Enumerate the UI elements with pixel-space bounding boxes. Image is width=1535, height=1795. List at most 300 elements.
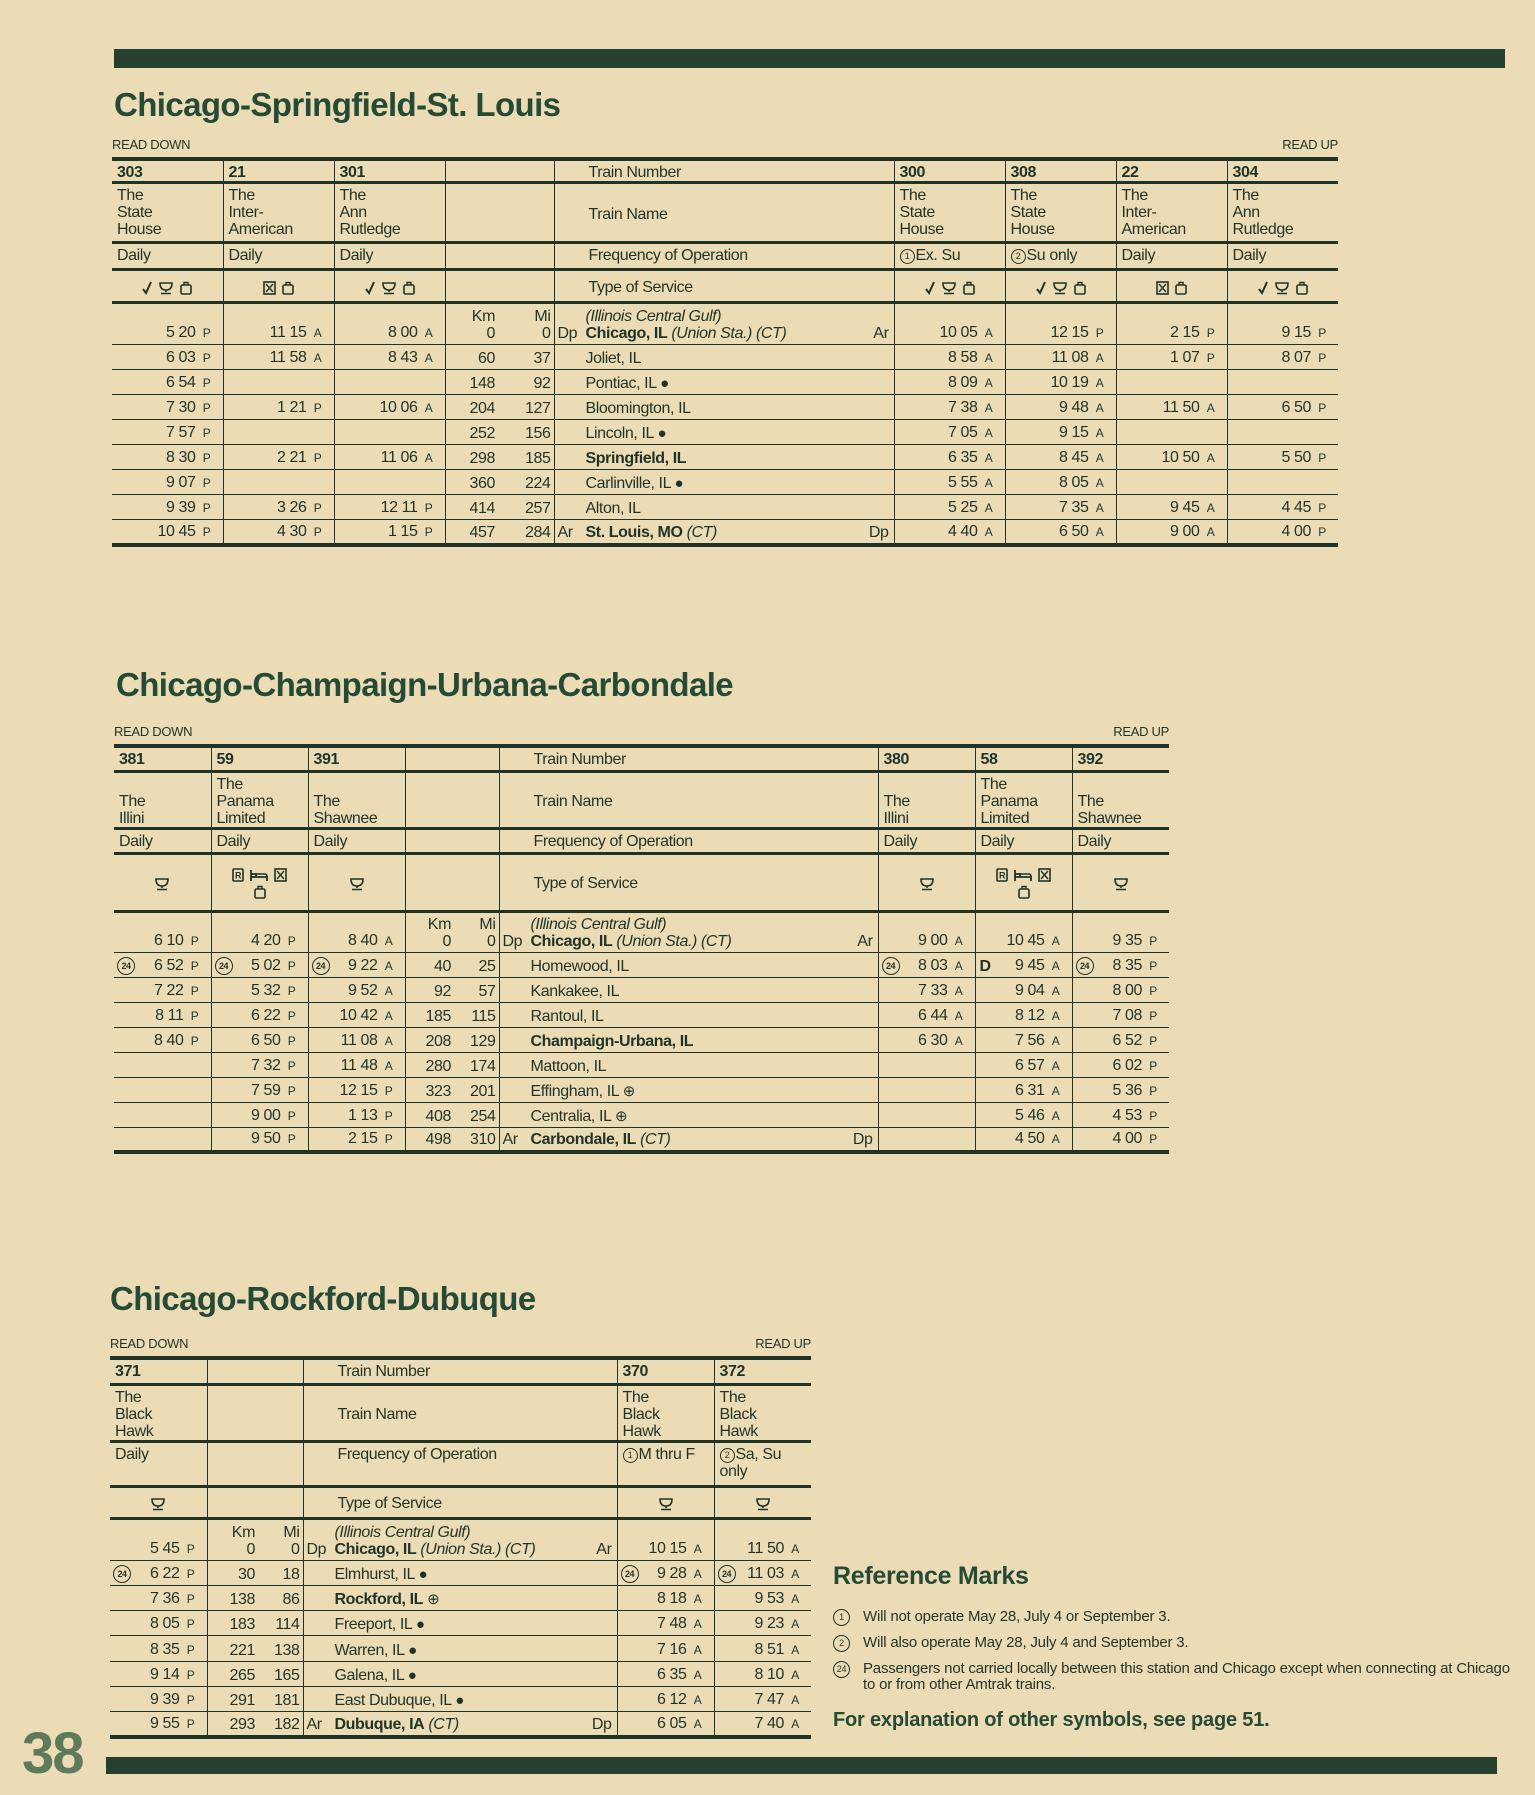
km-value: 0 (486, 325, 495, 342)
mi-value: 257 (525, 500, 551, 517)
am-pm: P (287, 1108, 296, 1123)
am-pm: P (1149, 933, 1157, 948)
service-type-row (112, 270, 1338, 303)
frequency-cell (1227, 243, 1338, 270)
am-pm: A (1206, 451, 1215, 465)
am-pm: A (693, 1693, 702, 1708)
time-cell (211, 911, 308, 952)
time-value: 7 33 (917, 981, 948, 999)
am-pm: A (1095, 501, 1104, 515)
am-pm: A (693, 1667, 702, 1682)
time-cell (878, 1127, 975, 1152)
cup-icon (155, 279, 177, 296)
am-pm: A (424, 351, 433, 365)
km-value: 323 (425, 1082, 451, 1100)
station-cell (303, 1636, 617, 1661)
station-cell (499, 1027, 878, 1052)
header-label: Train Number (554, 159, 894, 183)
time-cell (714, 1661, 811, 1686)
time-value: 6 52 (153, 956, 184, 974)
am-pm: A (313, 326, 322, 340)
cup-icon (346, 875, 368, 892)
am-pm: P (190, 983, 199, 998)
am-pm: A (984, 351, 993, 365)
station-name-text: Homewood, IL (530, 957, 629, 975)
station-name (531, 1058, 849, 1075)
train-number-cell: 22 (1116, 159, 1227, 183)
am-pm: A (1051, 983, 1060, 998)
km-value: 252 (469, 425, 495, 442)
am-pm: A (984, 326, 993, 340)
mark-24-icon: 24 (117, 957, 135, 975)
time-value: 6 05 (656, 1715, 687, 1733)
time-value: 5 25 (947, 499, 978, 516)
km-cell (445, 445, 497, 470)
blank-cell (207, 1358, 303, 1384)
km-value: 40 (434, 957, 451, 975)
am-pm: A (424, 451, 433, 465)
am-pm: A (1051, 958, 1060, 973)
am-pm: A (1051, 1058, 1060, 1073)
km-value: 293 (229, 1716, 255, 1734)
train-number-cell: 370 (617, 1358, 714, 1384)
am-pm: A (791, 1667, 799, 1682)
train-name-cell: The Illini (114, 771, 211, 828)
time-cell (110, 1636, 207, 1661)
frequency-cell (1072, 828, 1169, 853)
am-pm: P (1149, 1058, 1157, 1073)
time-value: 9 00 (1169, 522, 1200, 540)
time-value: 12 15 (1050, 324, 1089, 341)
time-cell (714, 1712, 811, 1737)
station-row (112, 495, 1338, 520)
time-value: 5 45 (149, 1539, 180, 1557)
time-value: 6 54 (165, 374, 196, 391)
station-cell (499, 1127, 878, 1152)
train-name-row (112, 183, 1338, 243)
am-pm: P (287, 1058, 296, 1073)
time-value: 11 58 (269, 349, 307, 366)
dp-ar-marker: Ar (502, 1131, 518, 1148)
km-header: Km (427, 915, 451, 933)
station-cell (554, 495, 894, 520)
time-value: 8 10 (754, 1665, 784, 1683)
frequency-cell (110, 1441, 207, 1486)
time-cell (211, 977, 308, 1002)
am-pm: P (384, 1132, 393, 1146)
station-name (335, 1642, 588, 1659)
time-value: 10 45 (1006, 931, 1045, 949)
time-value: 9 23 (754, 1615, 784, 1633)
time-cell (110, 1686, 207, 1711)
time-cell (975, 1002, 1072, 1027)
station-name-text: Galena, IL (334, 1666, 404, 1684)
railroad-label: (Illinois Central Gulf) (530, 915, 667, 933)
am-pm: P (1149, 1008, 1157, 1023)
station-row (114, 1102, 1169, 1127)
station-name-text: Elmhurst, IL (334, 1565, 415, 1583)
time-cell (975, 1127, 1072, 1152)
time-value: 6 03 (165, 349, 196, 366)
train-name-cell: The State House (1005, 183, 1116, 243)
station-cell (499, 1052, 878, 1077)
mark-d-label: D (979, 957, 991, 975)
time-value: 4 00 (1281, 522, 1311, 540)
km-cell (445, 470, 497, 495)
time-cell (1005, 420, 1116, 445)
dp-ar-marker: Dp (557, 325, 578, 342)
am-pm: P (202, 451, 211, 465)
am-pm: P (186, 1642, 195, 1657)
station-row (112, 470, 1338, 495)
time-cell (1072, 952, 1169, 977)
station-name (531, 1108, 849, 1125)
time-cell (878, 1102, 975, 1127)
station-row (114, 911, 1169, 952)
header-label: Train Name (554, 183, 894, 243)
station-name (335, 1591, 588, 1608)
station-name (586, 425, 865, 442)
freq-mark-2-icon: 2 (1011, 249, 1026, 264)
frequency-text: Su only (1026, 247, 1078, 264)
am-pm: P (424, 501, 433, 515)
svg-text:R: R (234, 870, 242, 881)
station-name (531, 1083, 849, 1100)
mark-1-icon: 1 (833, 1609, 850, 1626)
baggage-icon (1015, 884, 1033, 901)
time-cell (110, 1712, 207, 1737)
train-number-cell: 59 (211, 746, 308, 771)
km-value: 457 (469, 523, 495, 541)
station-row (112, 303, 1338, 345)
station-cell (303, 1585, 617, 1610)
station-name (531, 983, 849, 1000)
station-name (335, 1692, 588, 1709)
mi-cell (257, 1560, 303, 1585)
time-cell (1227, 303, 1338, 345)
am-pm: P (287, 1008, 296, 1023)
time-cell (112, 470, 223, 495)
mi-value: 0 (291, 1540, 300, 1558)
am-pm: A (693, 1642, 702, 1657)
station-name-text: Alton, IL (585, 500, 641, 517)
time-value: 6 35 (656, 1665, 687, 1683)
time-cell (223, 395, 334, 420)
reference-marks (833, 1562, 1513, 1732)
ar-dp-marker: Ar (873, 325, 889, 342)
dining-x-icon (260, 279, 279, 296)
time-cell (114, 1102, 211, 1127)
station-name (531, 1131, 849, 1148)
dining-x-icon (271, 867, 290, 884)
am-pm: A (954, 983, 963, 998)
train-number-row (112, 159, 1338, 183)
mi-cell (497, 520, 554, 545)
time-value: 5 36 (1112, 1081, 1142, 1099)
mi-cell (497, 370, 554, 395)
km-cell (207, 1585, 257, 1610)
mi-header: Mi (534, 308, 551, 325)
km-value: 408 (425, 1107, 451, 1125)
mark-2-icon: 2 (833, 1635, 850, 1652)
time-cell (1072, 911, 1169, 952)
am-pm: P (190, 1008, 199, 1023)
flag-stop-icon: ● (407, 1666, 417, 1684)
time-value: 9 15 (1281, 324, 1311, 341)
station-line (503, 1033, 873, 1050)
time-value: 5 20 (165, 324, 196, 341)
checked-baggage-icon: ⊕ (622, 1082, 635, 1100)
time-value: 2 15 (1169, 324, 1200, 341)
time-cell (878, 1077, 975, 1102)
service-type-cell (308, 853, 405, 911)
time-cell (714, 1611, 811, 1636)
time-value: 6 50 (1281, 399, 1311, 416)
time-value: 6 02 (1112, 1056, 1142, 1074)
station-name (586, 524, 865, 541)
train-name-cell: The Inter- American (223, 183, 334, 243)
station-line (503, 1008, 873, 1025)
reference-mark-text: Will not operate May 28, July 4 or September 3. (863, 1608, 1171, 1625)
service-type-cell (112, 270, 223, 303)
time-cell (110, 1661, 207, 1686)
time-cell (617, 1611, 714, 1636)
time-cell (223, 420, 334, 445)
time-cell (975, 977, 1072, 1002)
mark-24-icon: 24 (833, 1661, 850, 1678)
station-cell (303, 1518, 617, 1560)
am-pm: P (190, 1033, 199, 1048)
blank-cell (405, 828, 499, 853)
service-type-cell (878, 853, 975, 911)
time-cell (112, 345, 223, 370)
station-name-text: Rantoul, IL (530, 1007, 604, 1025)
am-pm: A (313, 351, 322, 365)
am-pm: A (954, 1033, 963, 1048)
time-value: 7 16 (656, 1640, 687, 1658)
station-row (114, 1127, 1169, 1152)
time-cell (223, 520, 334, 545)
flag-stop-icon: ● (674, 475, 684, 492)
time-value: 11 50 (1162, 399, 1200, 416)
station-cell (554, 445, 894, 470)
cup-icon (1049, 279, 1071, 296)
station-row (112, 445, 1338, 470)
am-pm: P (202, 326, 211, 340)
time-value: 8 35 (149, 1640, 180, 1658)
time-cell (1227, 445, 1338, 470)
read-up-label: READ UP (755, 1336, 811, 1351)
train-name-cell: The Panama Limited (211, 771, 308, 828)
am-pm: A (791, 1617, 799, 1632)
cup-icon (1271, 279, 1293, 296)
mi-cell (453, 1127, 499, 1152)
time-cell (334, 395, 445, 420)
blank-cell (405, 746, 499, 771)
railroad-label: (Illinois Central Gulf) (334, 1523, 471, 1541)
am-pm: A (693, 1541, 702, 1556)
am-pm: A (1206, 524, 1215, 539)
am-pm: A (1095, 426, 1104, 440)
am-pm: A (693, 1617, 702, 1632)
symbols-footnote: For explanation of other symbols, see page 51. (833, 1709, 1270, 1731)
time-value: 6 22 (149, 1564, 180, 1582)
station-note: (CT) (640, 1131, 671, 1148)
cup-icon (655, 1495, 677, 1512)
time-cell (894, 345, 1005, 370)
station-line (503, 1083, 873, 1100)
frequency-cell (714, 1441, 811, 1486)
time-value: 6 12 (656, 1691, 687, 1709)
time-value: 6 10 (153, 931, 184, 949)
mark-24-icon: 24 (1076, 957, 1094, 975)
am-pm: P (190, 958, 199, 973)
am-pm: A (1051, 1108, 1060, 1123)
station-row (112, 420, 1338, 445)
frequency-cell (114, 828, 211, 853)
am-pm: A (384, 1058, 393, 1073)
mi-value: 181 (274, 1692, 300, 1710)
train-number-cell: 308 (1005, 159, 1116, 183)
am-pm: A (1051, 1132, 1060, 1146)
station-line (558, 500, 889, 517)
time-value: 11 08 (340, 1031, 378, 1049)
mark-24-icon: 24 (718, 1565, 736, 1583)
am-pm: A (1051, 933, 1060, 948)
time-value: 5 55 (947, 474, 978, 491)
time-cell (110, 1560, 207, 1585)
am-pm: A (1095, 401, 1104, 415)
blank-cell (405, 853, 499, 911)
time-cell (110, 1518, 207, 1560)
frequency-text: Daily (117, 247, 151, 264)
am-pm: A (791, 1566, 799, 1581)
time-cell (211, 1077, 308, 1102)
am-pm: P (186, 1541, 195, 1556)
am-pm: A (693, 1566, 702, 1581)
station-line (307, 1591, 612, 1608)
time-cell (334, 445, 445, 470)
am-pm: A (791, 1541, 799, 1556)
time-cell (334, 303, 445, 345)
time-value: 9 52 (347, 981, 378, 999)
station-note: (Union Sta.) (CT) (616, 932, 732, 950)
time-cell (714, 1560, 811, 1585)
train-number-cell: 21 (223, 159, 334, 183)
time-value: 7 22 (153, 981, 184, 999)
station-name-text: Kankakee, IL (530, 982, 620, 1000)
km-cell (445, 303, 497, 345)
am-pm: A (954, 1008, 963, 1023)
service-type-cell (334, 270, 445, 303)
header-label: Type of Service (303, 1486, 617, 1518)
time-cell (1116, 370, 1227, 395)
km-cell (445, 345, 497, 370)
station-line (558, 524, 889, 541)
header-label: Frequency of Operation (554, 243, 894, 270)
km-value: 221 (229, 1641, 255, 1659)
am-pm: A (384, 1008, 393, 1023)
frequency-cell (223, 243, 334, 270)
time-cell (114, 1052, 211, 1077)
blank-cell (207, 1486, 303, 1518)
time-cell (1072, 1077, 1169, 1102)
time-cell (112, 445, 223, 470)
time-cell (1072, 1127, 1169, 1152)
am-pm: A (954, 958, 963, 973)
read-up-label: READ UP (1282, 137, 1338, 152)
mi-cell (497, 345, 554, 370)
flag-stop-icon: ● (408, 1641, 417, 1659)
station-row (110, 1636, 811, 1661)
frequency-cell (617, 1441, 714, 1486)
km-value: 60 (478, 350, 495, 367)
am-pm: A (954, 933, 963, 948)
am-pm: A (1051, 1008, 1060, 1023)
mi-value: 284 (525, 523, 551, 541)
station-name (335, 1541, 588, 1558)
mi-cell (453, 1102, 499, 1127)
am-pm: P (1149, 958, 1157, 973)
km-cell (207, 1560, 257, 1585)
flag-stop-icon: ● (657, 425, 667, 442)
reference-mark-text: Passengers not carried locally between this station and Chicago except when connecting at Chicago to or from other Amtrak trains. (863, 1660, 1510, 1693)
time-value: 6 35 (947, 449, 978, 466)
time-value: 7 47 (754, 1691, 784, 1709)
station-name (586, 350, 865, 367)
time-value: 4 53 (1112, 1106, 1142, 1124)
time-value: 12 15 (339, 1081, 378, 1099)
station-name-text: Carlinville, IL (585, 475, 671, 492)
time-value: 9 53 (754, 1590, 784, 1608)
time-cell (714, 1686, 811, 1711)
station-line (558, 375, 889, 392)
train-number-row (110, 1358, 811, 1384)
frequency-cell (894, 243, 1005, 270)
time-cell (1227, 395, 1338, 420)
am-pm: P (424, 524, 433, 539)
station-row (110, 1712, 811, 1737)
km-cell (405, 1127, 453, 1152)
time-cell (894, 420, 1005, 445)
time-cell (110, 1611, 207, 1636)
km-cell (445, 370, 497, 395)
time-value: 4 30 (276, 522, 307, 540)
check-icon (139, 279, 155, 296)
station-name-text: Carbondale, IL (530, 1131, 637, 1148)
mi-cell (257, 1661, 303, 1686)
flag-stop-icon: ● (455, 1692, 464, 1710)
time-value: 11 15 (269, 324, 307, 341)
frequency-cell (334, 243, 445, 270)
frequency-cell (975, 828, 1072, 853)
time-cell (714, 1636, 811, 1661)
time-cell (894, 495, 1005, 520)
time-cell (223, 495, 334, 520)
time-value: 7 59 (250, 1081, 281, 1099)
time-value: 8 35 (1112, 956, 1142, 974)
time-cell (617, 1686, 714, 1711)
time-cell (114, 1127, 211, 1152)
mi-cell (453, 911, 499, 952)
header-label: Type of Service (499, 853, 878, 911)
time-value: 6 57 (1014, 1056, 1045, 1074)
km-cell (207, 1661, 257, 1686)
time-cell (878, 1002, 975, 1027)
time-cell (334, 470, 445, 495)
time-cell (114, 1027, 211, 1052)
time-cell (334, 370, 445, 395)
